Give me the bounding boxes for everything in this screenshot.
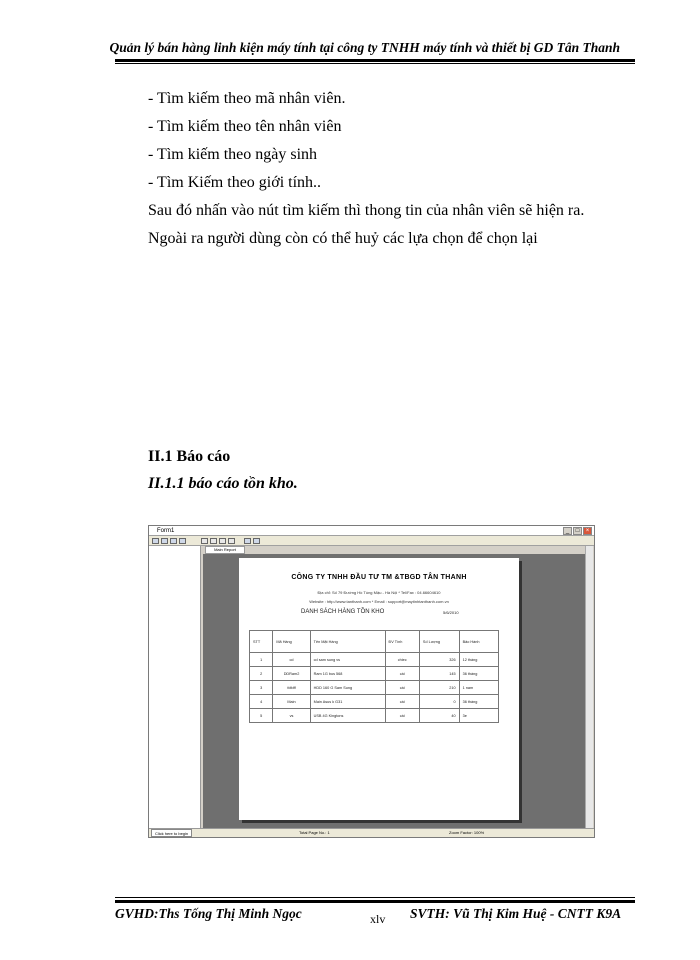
cell-stt: 4	[250, 695, 273, 709]
tab-main-report: Main Report	[205, 546, 245, 554]
cell-so-luong: 210	[419, 681, 459, 695]
status-page: Total Page No.: 1	[299, 830, 330, 835]
body-line-1: - Tìm kiếm theo mã nhân viên.	[148, 90, 346, 107]
close-icon: ×	[583, 527, 592, 535]
cell-bao-hanh: 12 tháng	[459, 653, 498, 667]
cell-so-luong: 326	[419, 653, 459, 667]
first-page-icon	[201, 538, 208, 544]
footer-rule-thin	[115, 897, 635, 898]
footer-student: SVTH: Vũ Thị Kim Huệ - CNTT K9A	[410, 906, 622, 921]
cell-so-luong: 0	[419, 695, 459, 709]
status-zoom: Zoom Factor: 100%	[449, 830, 485, 835]
cell-ma-hang: DDRam2	[273, 667, 310, 681]
cell-ten-mat-hang: USB 4G Kingtons	[310, 709, 385, 723]
cell-bao-hanh: 1 nam	[459, 681, 498, 695]
page-header-title: Quản lý bán hàng linh kiện máy tính tại công ty TNHH máy tính và thiết bị GD Tân Thanh	[109, 40, 620, 55]
col-header: STT	[250, 631, 273, 653]
col-header: Tên Mặt Hàng	[310, 631, 385, 653]
col-header: ĐV Tính	[385, 631, 419, 653]
footer-advisor: GVHD:Ths Tống Thị Minh Ngọc	[115, 906, 302, 921]
cell-bao-hanh: 36 tháng	[459, 695, 498, 709]
cell-bao-hanh: 3e	[459, 709, 498, 723]
report-address: Địa chỉ: Số 79 Đường Hồ Tùng Mậu - Hà Nội * Tel/Fax : 04.66604610	[317, 590, 441, 595]
section-heading: II.1 Báo cáo	[148, 448, 231, 465]
table-row	[250, 681, 499, 695]
report-date: 5/6/2010	[443, 610, 459, 615]
body-line-2: - Tìm kiếm theo tên nhân viên	[148, 118, 342, 135]
vertical-scrollbar	[585, 546, 593, 829]
last-page-icon	[228, 538, 235, 544]
cell-ten-mat-hang: HDD 160 G Sam Sung	[310, 681, 385, 695]
report-title: DANH SÁCH HÀNG TỒN KHO	[301, 609, 385, 615]
cell-dv-tinh: cái	[385, 695, 419, 709]
maximize-icon: □	[573, 527, 582, 535]
report-viewer-screenshot	[148, 525, 595, 838]
cell-dv-tinh: cái	[385, 667, 419, 681]
page-number: xlv	[370, 912, 386, 926]
export-icon	[161, 538, 168, 544]
cell-dv-tinh: cái	[385, 709, 419, 723]
table-header-row	[250, 631, 499, 653]
status-left: Click here to begin	[151, 829, 192, 837]
report-website: Website : http://www.tanthanh.com * Email : support@maytinhtanthanh.com.vn	[309, 599, 449, 604]
cell-stt: 5	[250, 709, 273, 723]
cell-so-luong: 40	[419, 709, 459, 723]
table-row	[250, 653, 499, 667]
next-page-icon	[219, 538, 226, 544]
viewer-status-bar	[149, 828, 594, 837]
body-line-3: - Tìm kiếm theo ngày sinh	[148, 146, 318, 163]
cell-ma-hang: fdfdff	[273, 681, 310, 695]
cell-ma-hang: cd	[273, 653, 310, 667]
report-page	[239, 558, 519, 820]
cell-bao-hanh: 36 tháng	[459, 667, 498, 681]
search-icon	[244, 538, 251, 544]
refresh-icon	[170, 538, 177, 544]
subsection-heading: II.1.1 báo cáo tồn kho.	[148, 475, 298, 492]
inventory-table	[249, 630, 499, 723]
prev-page-icon	[210, 538, 217, 544]
cell-stt: 1	[250, 653, 273, 667]
viewer-toolbar	[149, 536, 594, 546]
zoom-icon	[253, 538, 260, 544]
cell-ten-mat-hang: cd sam sung vs	[310, 653, 385, 667]
cell-ten-mat-hang: Ram 1G bus 568	[310, 667, 385, 681]
table-row	[250, 695, 499, 709]
window-titlebar	[149, 526, 594, 536]
body-line-4: - Tìm Kiếm theo giới tính..	[148, 174, 322, 191]
window-title: Form1	[157, 528, 175, 534]
footer-rule-thick	[115, 900, 635, 903]
report-company-name: CÔNG TY TNHH ĐẦU TƯ TM &TBGD TÂN THANH	[291, 574, 467, 581]
table-row	[250, 709, 499, 723]
body-line-5: Sau đó nhấn vào nút tìm kiếm thì thong tin của nhân viên sẽ hiện ra.	[148, 202, 585, 219]
tree-toggle-icon	[179, 538, 186, 544]
header-rule-thin	[115, 63, 635, 64]
print-icon	[152, 538, 159, 544]
header-rule-thick	[115, 59, 635, 62]
col-header: Mã Hàng	[273, 631, 310, 653]
minimize-icon: _	[563, 527, 572, 535]
cell-stt: 3	[250, 681, 273, 695]
col-header: Bảo Hành	[459, 631, 498, 653]
cell-dv-tinh: chiec	[385, 653, 419, 667]
cell-ten-mat-hang: Main Asus k G31	[310, 695, 385, 709]
table-row	[250, 667, 499, 681]
group-tree-panel	[149, 546, 201, 829]
cell-dv-tinh: cái	[385, 681, 419, 695]
cell-ma-hang: vs	[273, 709, 310, 723]
col-header: Số Lượng	[419, 631, 459, 653]
cell-ma-hang: Main	[273, 695, 310, 709]
body-line-6: Ngoài ra người dùng còn có thể huỷ các lựa chọn để chọn lại	[148, 230, 538, 247]
report-canvas	[203, 554, 585, 829]
cell-so-luong: 145	[419, 667, 459, 681]
cell-stt: 2	[250, 667, 273, 681]
